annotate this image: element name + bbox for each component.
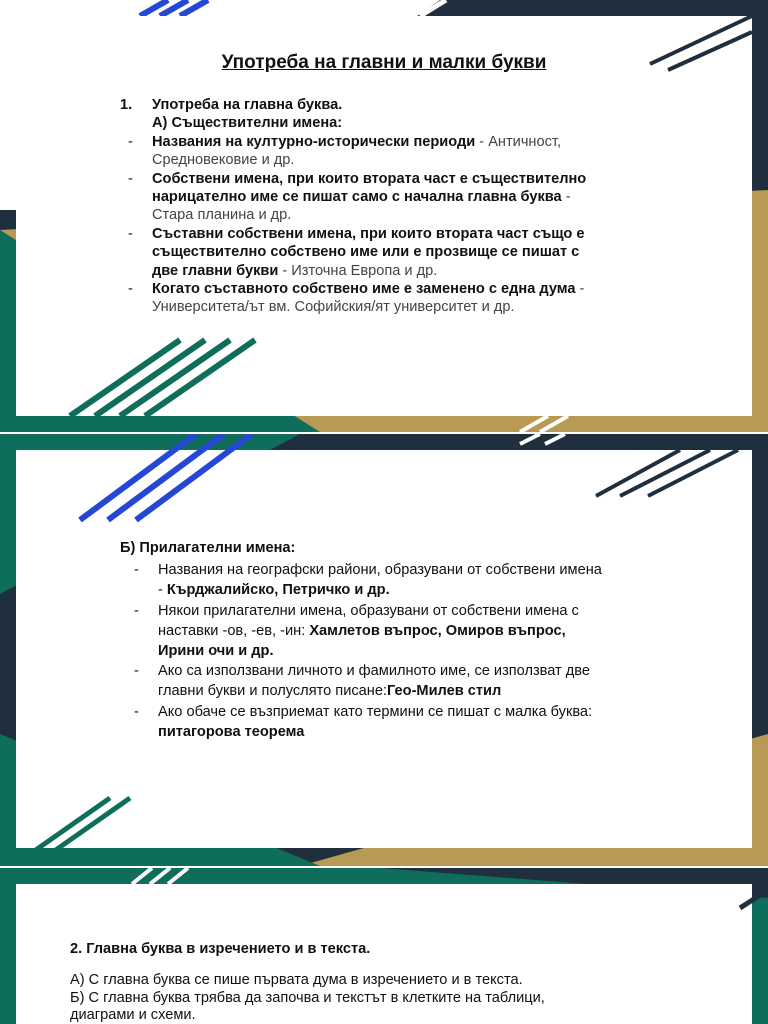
dash-bullet: - [134, 562, 139, 579]
item-bold-text: Съставни собствени имена, при които втората част също е [152, 225, 585, 242]
item-text: - Античност, [475, 133, 562, 150]
item-bold-text: Когато съставното собствено име е заменено с една дума [152, 281, 576, 298]
list-item [128, 133, 742, 170]
item-text: наставки -ов, -ев, -ин: [158, 622, 310, 639]
section-number: 1. [120, 97, 133, 113]
item-bold-text: питагорова теорема [158, 723, 305, 740]
item-bold-text: нарицателно име се пишат само с начална главна буква [152, 189, 562, 206]
item-bold-text: Собствени имена, при които втората част е съществително [152, 170, 587, 187]
dash-bullet: - [128, 225, 133, 242]
item-bold-text: Гео-Милев стил [387, 683, 502, 700]
list-item [134, 560, 768, 600]
item-bold-text: Названия на културно-исторически периоди [152, 133, 476, 150]
slide-2-body [120, 538, 740, 742]
slide-3-body [70, 972, 750, 1024]
item-bold-text: съществително собствено име или е прозвище се пишат с [152, 244, 580, 261]
slide-1-title: Употреба на главни и малки букви [221, 52, 547, 73]
dash-bullet: - [128, 170, 133, 187]
item-bold-text: Хамлетов въпрос, Омиров въпрос, [309, 622, 566, 639]
section-1-heading [120, 96, 742, 114]
item-text: Средновековие и др. [152, 152, 295, 169]
item-text: Някои прилагателни имена, образувани от собствени имена с [158, 602, 579, 619]
item-bold-text: Ирини очи и др. [158, 643, 274, 660]
body-line: Б) С главна буква трябва да започва и текстът в клетките на таблици, [70, 989, 545, 1006]
section-2-heading: 2. Главна буква в изречението и в текста. [70, 941, 371, 957]
list-item [134, 601, 768, 662]
item-text: - [158, 582, 167, 599]
dash-bullet: - [128, 133, 133, 150]
item-text: - Източна Европа и др. [278, 262, 438, 279]
list-item [128, 280, 742, 317]
item-bold-text: Кърджалийско, Петричко и др. [166, 582, 390, 599]
item-text: Названия на географски райони, образувани от собствени имена [158, 562, 602, 579]
slide-3 [0, 868, 768, 1024]
item-text: главни букви и полуслято писане: [158, 683, 387, 700]
item-text: - [561, 189, 571, 206]
slide-1 [0, 0, 768, 432]
list-item [128, 225, 742, 280]
dash-bullet: - [134, 703, 139, 720]
dash-bullet: - [134, 602, 139, 619]
dash-bullet: - [134, 663, 139, 680]
subsection-b: Б) Прилагателни имена: [120, 540, 296, 556]
body-line: А) С главна буква се пише първата дума в изречението и в текста. [70, 972, 523, 988]
section-title: Употреба на главна буква. [152, 97, 343, 113]
item-text: Ако са използвани личното и фамилното име, се използват две [158, 663, 591, 680]
list-item [134, 661, 768, 701]
item-text: - [575, 281, 585, 298]
subsection-a: А) Съществителни имена: [152, 115, 343, 132]
item-text: Университета/ът вм. Софийския/ят университет и др. [152, 299, 515, 316]
list-item [128, 170, 742, 225]
slide-2 [0, 434, 768, 866]
slide-1-body [120, 96, 742, 317]
item-text: Стара планина и др. [152, 207, 292, 224]
item-bold-text: две главни букви [152, 262, 279, 279]
body-line: диаграми и схеми. [70, 1007, 196, 1023]
list-item [134, 702, 768, 742]
item-text: Ако обаче се възприемат като термини се пишат с малка буква: [158, 703, 593, 720]
dash-bullet: - [128, 281, 133, 298]
